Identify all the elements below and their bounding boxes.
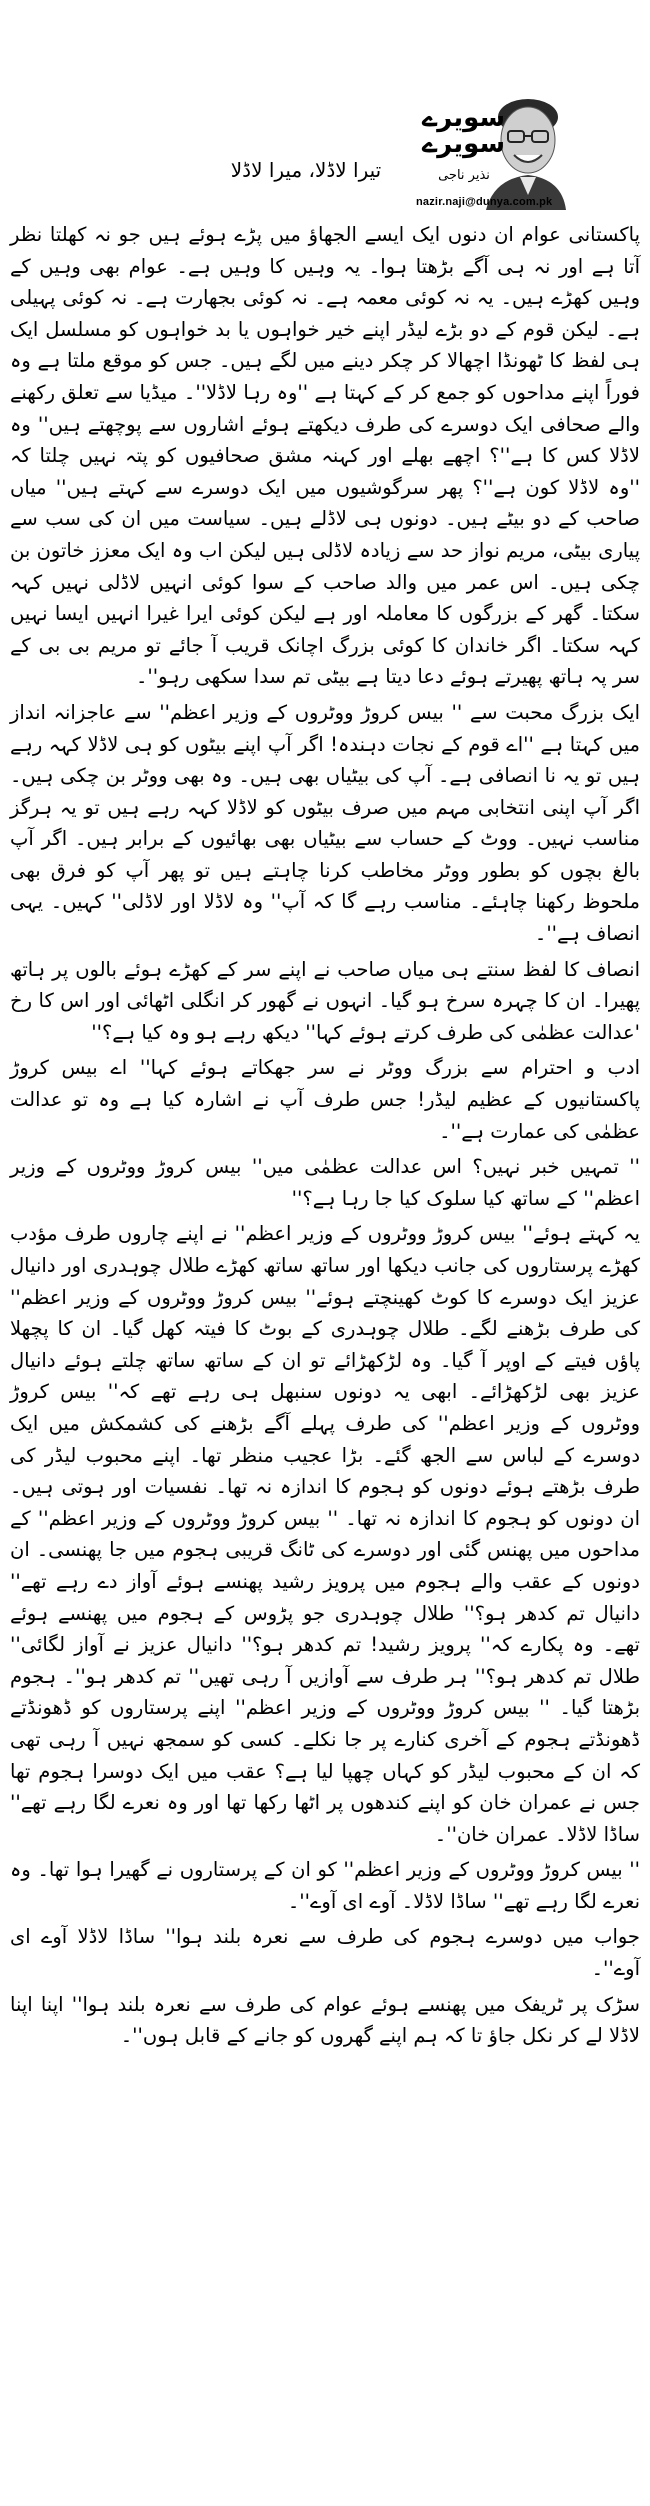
paragraph: پاکستانی عوام ان دنوں ایک ایسے الجھاؤ میں پڑے ہوئے ہیں جو نہ کھلتا نظر آتا ہے اور نہ ہی آگے بڑھتا ہوا۔ یہ وہیں کا وہیں ہے۔ عوام بھی وہیں کے وہیں کھڑے ہیں۔ یہ نہ کوئی معمہ ہے۔ نہ کوئی بجھارت ہے۔ نہ کوئی پہیلی ہے۔ لیکن قوم کے دو بڑے لیڈر اپنے خیر خواہوں یا بد خواہوں کو مسلسل ایک ہی لفظ کا ٹھونڈا اچھالا کر چکر دینے میں لگے ہیں۔ جس کو موقع ملتا ہے وہ فوراً اپنے مداحوں کو جمع کر کے کہتا ہے ''وہ رہا لاڈلا''۔ میڈیا سے تعلق رکھنے والے صحافی ایک دوسرے کی طرف دیکھتے ہوئے اشاروں سے پوچھتے ہیں'' وہ لاڈلا کس کا ہے''؟ اچھے بھلے اور کہنہ مشق صحافیوں کو پتہ نہیں چلتا کہ ''وہ لاڈلا کون ہے''؟ پھر سرگوشیوں میں ایک دوسرے سے کہتے ہیں'' میاں صاحب کے دو بیٹے ہیں۔ دونوں ہی لاڈلے ہیں۔ سیاست میں ان کی سب سے پیاری بیٹی، مریم نواز حد سے زیادہ لاڈلی ہیں لیکن اب وہ ایک معزز خاتون بن چکی ہیں۔ اس عمر میں والد صاحب کے سوا کوئی انہیں لاڈلی نہیں کہہ سکتا۔ گھر کے بزرگوں کا معاملہ اور ہے لیکن کوئی ایرا غیرا انہیں ایسا نہیں کہہ سکتا۔ اگر خاندان کا کوئی بزرگ اچانک قریب آ جائے تو مریم بی بی کے سر پہ ہاتھ پھیرتے ہوئے دعا دیتا ہے بیٹی تم سدا سکھی رہو''۔ <box>10 223 640 689</box>
column-logo <box>416 105 511 157</box>
paragraph: سڑک پر ٹریفک میں پھنسے ہوئے عوام کی طرف سے نعرہ بلند ہوا'' اپنا اپنا لاڈلا لے کر نکل جاؤ تا کہ ہم اپنے گھروں کو جانے کے قابل ہوں''۔ <box>10 1992 640 2048</box>
column-body <box>6 215 644 2052</box>
column-title: تیرا لاڈلا، میرا لاڈلا <box>230 158 382 182</box>
paragraph: '' بیس کروڑ ووٹروں کے وزیر اعظم'' کو ان کے پرستاروں نے گھیرا ہوا تھا۔ وہ نعرے لگا رہے تھے'' ساڈا لاڈلا۔ آوے ای آوے''۔ <box>10 1858 640 1913</box>
paragraph: ادب و احترام سے بزرگ ووٹر نے سر جھکاتے ہوئے کہا'' اے بیس کروڑ پاکستانیوں کے عظیم لیڈر! جس طرف آپ نے اشارہ کیا ہے وہ تو عدالت عظمٰی کی عمارت ہے''۔ <box>10 1056 640 1143</box>
paragraph: ایک بزرگ محبت سے '' بیس کروڑ ووٹروں کے وزیر اعظم'' سے عاجزانہ انداز میں کہتا ہے ''اے قوم کے نجات دہندہ! اگر آپ اپنے بیٹوں کو ہی لاڈلا کہہ رہے ہیں تو یہ نا انصافی ہے۔ آپ کی بیٹیاں بھی ہیں۔ وہ بھی ووٹر بن چکی ہیں۔ اگر آپ اپنی انتخابی مہم میں صرف بیٹوں کو لاڈلا کہہ رہے ہیں تو یہ ہرگز مناسب نہیں۔ ووٹ کے حساب سے بیٹیاں بھی بھائیوں کے برابر ہیں۔ اگر آپ بالغ بچوں کو بطور ووٹر مخاطب کرنا چاہتے ہیں تو پھر آپ کو فرق بھی ملحوظ رکھنا چاہئے۔ مناسب رہے گا کہ آپ'' وہ لاڈلا اور لاڈلی'' کہیں۔ یہی انصاف ہے''۔ <box>10 700 640 946</box>
paragraph: جواب میں دوسرے ہجوم کی طرف سے نعرہ بلند ہوا'' ساڈا لاڈلا آوے ای آوے''۔ <box>10 1925 640 1981</box>
paragraph: '' تمہیں خبر نہیں؟ اس عدالت عظمٰی میں'' بیس کروڑ ووٹروں کے وزیر اعظم'' کے ساتھ کیا سلوک کیا جا رہا ہے؟'' <box>10 1155 640 1210</box>
logo-line-1: سویرے <box>421 103 506 133</box>
paragraph: انصاف کا لفظ سنتے ہی میاں صاحب نے اپنے سر کے کھڑے ہوئے بالوں پر ہاتھ پھیرا۔ ان کا چہرہ سرخ ہو گیا۔ انہوں نے گھور کر انگلی اٹھائی اور اس کا رخ 'عدالت عظمٰی کی طرف کرتے ہوئے کہا'' دیکھ رہے ہو وہ کیا ہے؟'' <box>10 957 640 1044</box>
writer-name: نذیر ناجی <box>438 168 490 183</box>
logo-line-2: سویرے <box>421 129 506 159</box>
paragraph: یہ کہتے ہوئے'' بیس کروڑ ووٹروں کے وزیر اعظم'' نے اپنے چاروں طرف مؤدب کھڑے پرستاروں کی جانب دیکھا اور ساتھ ساتھ کھڑے طلال چوہدری اور دانیال عزیز ایک دوسرے کا کوٹ کھینچتے ہوئے'' بیس کروڑ ووٹروں کے وزیر اعظم'' کی طرف بڑھنے لگے۔ طلال چوہدری کے بوٹ کا فیتہ کھل گیا۔ ان کا پچھلا پاؤں فیتے کے اوپر آ گیا۔ وہ لڑکھڑائے تو ان کے ساتھ ساتھ چلتے ہوئے دانیال عزیز بھی لڑکھڑائے۔ ابھی یہ دونوں سنبھل ہی رہے تھے کہ'' بیس کروڑ ووٹروں کے وزیر اعظم'' کی طرف پہلے آگے بڑھنے کی کشمکش میں ایک دوسرے کے لباس سے الجھ گئے۔ بڑا عجیب منظر تھا۔ اپنے محبوب لیڈر کی طرف بڑھتے ہوئے دونوں کو ہجوم کا اندازہ نہ تھا۔ نفسیات اور ہوتی ہیں۔ ان دونوں کو ہجوم کا اندازہ نہ تھا۔ '' بیس کروڑ ووٹروں کے وزیر اعظم'' کے مداحوں میں پھنس گئی اور دوسرے کی ٹانگ قریبی ہجوم میں جا پھنسی۔ ان دونوں کے عقب والے ہجوم میں پرویز رشید پھنسے ہوئے آواز دے رہے تھے'' دانیال تم کدھر ہو؟'' طلال چوہدری جو پڑوس کے ہجوم میں پھنسے ہوئے تھے۔ وہ پکارے کہ'' پرویز رشید! تم کدھر ہو؟'' دانیال عزیز نے آواز لگائی'' طلال تم کدھر ہو؟'' ہر طرف سے آوازیں آ رہی تھیں'' تم کدھر ہو''۔ ہجوم بڑھتا گیا۔ '' بیس کروڑ ووٹروں کے وزیر اعظم'' اپنے پرستاروں کو ڈھونڈتے ڈھونڈتے ہجوم کے آخری کنارے پر جا نکلے۔ کسی کو سمجھ نہیں آ رہی تھی کہ ان کے محبوب لیڈر کو کہاں چھپا لیا ہے؟ عقب میں ایک دوسرا ہجوم تھا جس نے عمران خان کو اپنے کندھوں پر اٹھا رکھا تھا اور وہ نعرے لگا رہے تھے'' ساڈا لاڈلا۔ عمران خان''۔ <box>10 1222 640 1846</box>
column-header <box>6 0 644 215</box>
writer-email[interactable]: nazir.naji@dunya.com.pk <box>416 196 553 208</box>
